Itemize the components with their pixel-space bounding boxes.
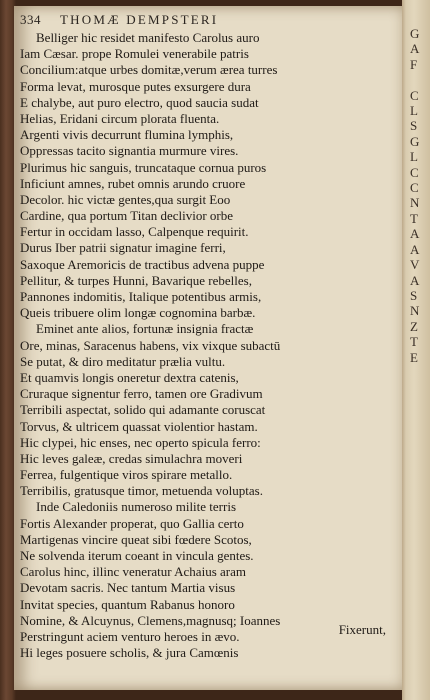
text-line: Pellitur, & turpes Hunni, Bavarique rebelles, [20, 272, 252, 288]
text-line: Hic clypei, hic enses, nec operto spicula ferro: [20, 434, 261, 450]
catchword: Fixerunt, [338, 622, 386, 637]
text-line: Terribili aspectat, solido qui adamante coruscat [20, 402, 266, 418]
text-line: Nomine, & Alcuynus, Clemens,magnusq; Ioannes [20, 612, 281, 628]
text-line: Martigenas vincire queat sibi fœdere Scotos, [20, 531, 252, 547]
facing-page-letters: G A F C L S G L C C N T A A V A S N Z T E [410, 26, 420, 365]
text-line: E chalybe, aut puro electro, quod saucia sudat [20, 94, 259, 110]
text-line: Saxoque Aremoricis de tractibus advena puppe [20, 256, 265, 272]
text-line: Devotam sacris. Nec tantum Martia visus [20, 580, 236, 596]
text-line: Cardine, qua portum Titan declivior orbe [20, 208, 234, 224]
text-line: Durus Iber patrii signatur imagine ferri, [20, 240, 226, 256]
text-line: Argenti vivis decurrunt flumina lymphis, [20, 127, 234, 143]
text-line: Fertur in occidam lasso, Calpenque requirit. [20, 224, 249, 240]
text-line: Invitat species, quantum Rabanus honoro [20, 596, 235, 612]
text-line: Helias, Eridani circum plorata fluenta. [20, 110, 220, 126]
text-line: Forma levat, murosque putes exsurgere dura [20, 78, 251, 94]
running-head: THOMÆ DEMPSTERI [60, 12, 219, 27]
text-line: Ferrea, fulgentique viros spirare metallo. [20, 467, 233, 483]
text-line: Hic leves galeæ, credas simulachra moveri [20, 450, 243, 466]
text-line: Decolor. hic victæ gentes,qua surgit Eoo [20, 191, 231, 207]
text-line: Queis tribuere olim longæ cognomina barbæ. [20, 305, 256, 321]
page-number: 334 [20, 12, 41, 27]
text-line: Concilium:atque urbes domitæ,verum ærea turres [20, 62, 278, 78]
text-line: Belliger hic residet manifesto Carolus auro [36, 30, 260, 45]
text-line: Ne solvenda iterum coeant in vincula gentes. [20, 548, 254, 563]
page-header [20, 12, 392, 30]
poem-text [20, 30, 392, 661]
text-line: Fortis Alexander properat, quo Gallia certo [20, 515, 244, 531]
text-line: Torvus, & ultricem quassat violentior hastam. [20, 418, 258, 434]
text-line: Carolus hinc, illinc veneratur Achaius aram [20, 564, 246, 580]
text-line: Se putat, & diro meditatur prælia vultu. [20, 353, 226, 369]
text-line: Eminet ante alios, fortunæ insignia fractæ [36, 321, 254, 337]
text-line: Hi leges posuere scholis, & jura Camœnis [20, 645, 239, 661]
catchword-container [20, 622, 386, 638]
text-line: Plurimus hic sanguis, truncataque cornua puros [20, 159, 267, 175]
text-line: Iam Cæsar. prope Romulei venerabile patris [20, 46, 249, 62]
text-line: Et quamvis longis oneretur dextra catenis, [20, 369, 239, 385]
text-line: Inde Caledoniis numeroso milite terris [36, 499, 237, 515]
text-line: Cruraque signentur ferro, tamen ore Gradivum [20, 386, 263, 402]
text-line: Perstringunt aciem venturo heroes in ævo. [20, 628, 240, 644]
text-line: Terribilis, gratusque timor, metuenda voluptas. [20, 483, 263, 499]
text-line: Inficiunt amnes, rubet omnis arundo cruore [20, 175, 246, 191]
text-line: Pannones indomitis, Italique potentibus armis, [20, 289, 262, 304]
text-line: Oppressas tacito signantia murmure vires. [20, 143, 239, 159]
text-line: Ore, minas, Saracenus habens, vix vixque subactū [20, 337, 281, 353]
